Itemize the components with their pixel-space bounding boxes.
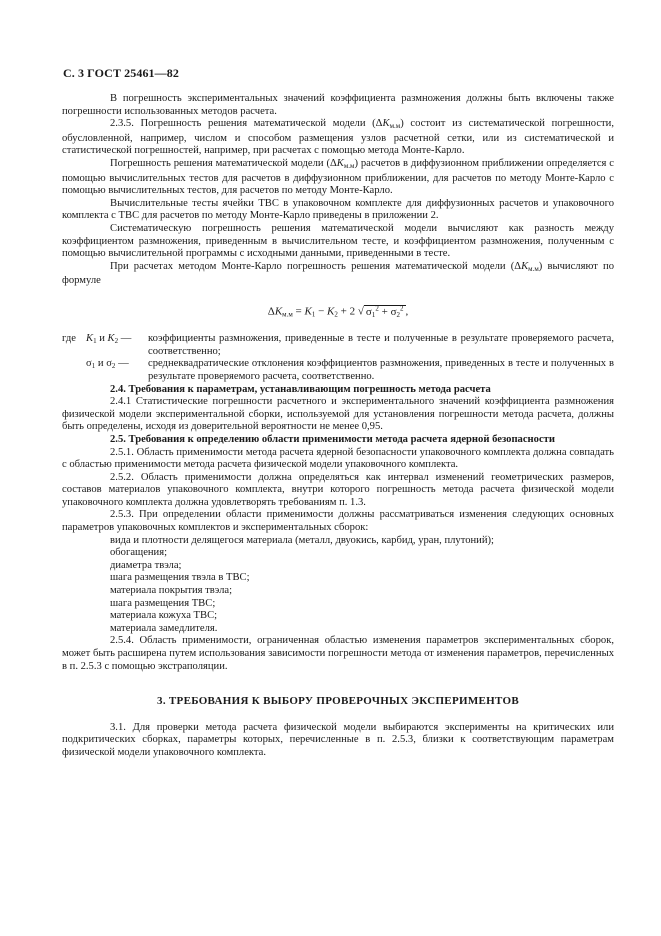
paragraph-2-5-3: 2.5.3. При определении области применимости должны рассматриваться изменения следующих основных параметров упаковочных комплектов и экспериментальных сборок:	[62, 509, 614, 534]
definition-sigma	[62, 358, 614, 383]
paragraph-2-5-1: 2.5.1. Область применимости метода расчета ядерной безопасности упаковочного комплекта должна совпадать с областью применимости метода расчета физической модели упаковочного комплекта.	[62, 446, 614, 471]
list-item: диаметра твэла;	[110, 559, 182, 571]
formula-radicand: $\sigma_1^2 + \sigma_2^2$	[365, 303, 404, 319]
definition-symbols: $K_1$ и $K_2$ —	[86, 333, 132, 346]
list-item: материала кожуха ТВС;	[110, 610, 218, 622]
paragraph-2-4-1: 2.4.1 Статистические погрешности расчетного и экспериментального значений коэффициента размножения физической модели экспериментальной сборки, используемой для установления погрешности метода расчета, должны быть определены, исходя из доверительной вероятности не менее 0,95.	[62, 396, 614, 433]
formula: $\Delta K_{м.м} = K_1 - K_2 + 2$ √ $\sigma_1^2 + \sigma_2^2$ ,	[267, 303, 409, 319]
section-heading-2-4: 2.4. Требования к параметрам, устанавливающим погрешность метода расчета	[110, 383, 491, 395]
definition-k1-k2	[62, 333, 614, 358]
definition-text: коэффициенты размножения, приведенные в тесте и полученные в результате проверяемого расчета, соответственно;	[148, 333, 614, 357]
paragraph: В погрешность экспериментальных значений коэффициента размножения должны быть включены также погрешности использованных методов расчета.	[62, 93, 614, 117]
paragraph-3-1: 3.1. Для проверки метода расчета физической модели выбираются эксперименты на критических или подкритических сборках, параметры которых, перечисленные в п. 2.5.3, близки к соответствующим параметрам физической модели упаковочного комплекта.	[62, 721, 614, 758]
section-heading-3: 3. ТРЕБОВАНИЯ К ВЫБОРУ ПРОВЕРОЧНЫХ ЭКСПЕРИМЕНТОВ	[157, 695, 519, 708]
list-item: материала замедлителя.	[110, 622, 218, 634]
paragraph: Вычислительные тесты ячейки ТВС в упаковочном комплекте для диффузионных расчетов и упаковочного комплекта с ТВС для расчетов по методу Монте-Карло приведены в приложении 2.	[62, 197, 614, 222]
paragraph-2-5-4: 2.5.4. Область применимости, ограниченная областью изменения параметров экспериментальных сборок, может быть расширена путем использования зависимости погрешности метода от изменения параметров, перечисленных в п. 2.5.3 с помощью экстраполяции.	[62, 635, 614, 672]
paragraph-2-3-5: 2.3.5. Погрешность решения математической модели $(\Delta K_{м.м})$ состоит из систематической погрешности, обусловленной, например, числом и способом размещения узлов расчетной сетки, или из систематической и статистической погрешностей, например, при расчетах с помощью метода Монте-Карло.	[62, 118, 614, 157]
list-item: материала покрытия твэла;	[110, 585, 233, 597]
paragraph: Систематическую погрешность решения математической модели вычисляют как разность между коэффициентом размножения, приведенным в вычислительном тесте, и коэффициентом размножения, полученным с помощью вычислительной программы с исходными данными, приведенными в тесте.	[62, 222, 614, 260]
paragraph-2-5-2: 2.5.2. Область применимости должна определяться как интервал изменений геометрических размеров, составов материалов упаковочного комплекта, внутри которого погрешность метода расчета физической модели упаковочного комплекта должна удовлетворять требованиям п. 1.3.	[62, 471, 614, 508]
list-item: шага размещения твэла в ТВС;	[110, 572, 250, 584]
list-item: обогащения;	[110, 547, 168, 559]
paragraph: Погрешность решения математической модели $(\Delta K_{м.м})$ расчетов в диффузионном приближении определяется с помощью вычислительных тестов для расчетов в диффузионном приближении, для расчетов по методу Монте-Карло с помощью вычислительных тестов, для расчетов по методу Монте-Карло.	[62, 157, 614, 197]
section-heading-2-5: 2.5. Требования к определению области применимости метода расчета ядерной безопасности	[110, 433, 555, 445]
page-header: С. 3 ГОСТ 25461—82	[63, 66, 179, 80]
where-label: где	[62, 333, 76, 345]
list-item: шага размещения ТВС;	[110, 597, 216, 609]
parameters-list	[62, 535, 614, 636]
paragraph: При расчетах методом Монте-Карло погрешность решения математической модели $(\Delta K_{м.м})$ вычисляют по формуле	[62, 260, 614, 287]
definition-text: среднеквадратические отклонения коэффициентов размножения, приведенных в тесте и полученных в результате проверяемого расчета, соответственно.	[148, 358, 614, 382]
definition-symbols: $\sigma_1$ и $\sigma_2$ —	[86, 358, 129, 371]
list-item: вида и плотности делящегося материала (металл, двуокись, карбид, уран, плутоний);	[110, 534, 494, 546]
document-body	[62, 93, 614, 760]
